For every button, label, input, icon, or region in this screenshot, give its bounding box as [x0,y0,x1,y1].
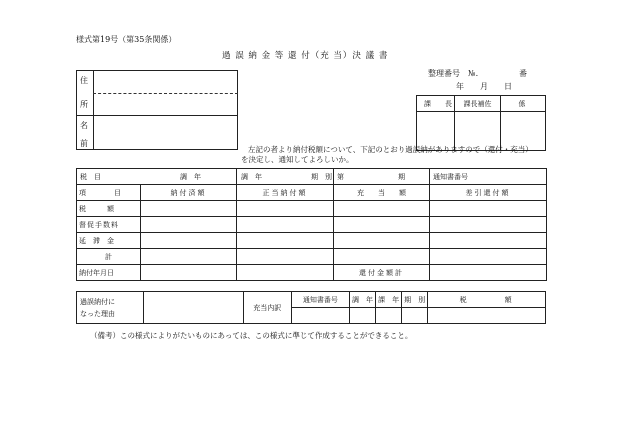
chounen-label-1: 調 年 [180,173,201,181]
jusho-label-2: 所 [80,100,88,109]
cell-noufu-date-2 [237,265,334,281]
cell-zeigaku-sashihiki [430,201,547,217]
ki-cell [334,169,430,185]
approval-kachou: 課 長 [417,96,455,112]
zeimoku-label: 税 目 [80,173,101,181]
juutou-header: 充 当 額 [334,185,430,201]
cell-kei-seitou [237,249,334,265]
b-kibetsu-value [402,308,428,324]
tsuchi-label: 通知書番号 [433,173,468,181]
address-name-separator [76,115,238,116]
b-chounen-header: 調 年 [350,292,376,308]
cell-entaikin-sashihiki [430,233,547,249]
b-zeigaku-header: 税 額 [428,292,546,308]
koumoku-header: 項 目 [77,185,141,201]
address-box [76,70,238,150]
b-kanen-header: 課 年 [376,292,402,308]
b-tsuchi-header: 通知書番号 [291,292,349,308]
cell-zeigaku-seitou [237,201,334,217]
cell-entaikin-noufu [141,233,237,249]
cell-kei-juutou [334,249,430,265]
b-tsuchi-value [291,308,349,324]
row-tokusoku-label: 督促手数料 [77,217,141,233]
main-table [76,168,547,281]
namae-label-1: 名 [80,121,88,130]
approval-kachou-hosa: 課長補佐 [455,96,501,112]
row-zeigaku-label: 税 額 [77,201,141,217]
kanpu-total-value [430,265,547,281]
cell-tokusoku-juutou [334,217,430,233]
sashihiki-header: 差引還付額 [430,185,547,201]
noufu-header: 納付済額 [141,185,237,201]
address-dash-line [93,93,238,94]
date-line: 年 月 日 [456,82,512,91]
b-chounen-value [350,308,376,324]
chounen-cell [237,169,334,185]
page-title: 過 誤 納 金 等 還 付（充 当）決 議 書 [222,51,389,61]
cell-tokusoku-sashihiki [430,217,547,233]
cell-noufu-date-1 [141,265,237,281]
form-number: 様式第19号（第35条関係） [76,35,177,44]
statement-line-1: 左記の者より納付税額について、下記のとおり過誤納がありますので（還付・充当） [248,145,533,154]
ki-label: 期 [398,173,405,181]
row-entaikin-label: 延 滞 金 [77,233,141,249]
b-kibetsu-header: 期 別 [402,292,428,308]
statement-line-2: を決定し、通知してよろしいか。 [241,155,354,164]
approval-kakari: 係 [501,96,546,112]
riyuu-line-2: なった理由 [80,309,115,318]
seitou-header: 正当納付額 [237,185,334,201]
kibetsu-label: 期 別 [311,173,332,181]
riyuu-label [77,292,144,324]
seiri-number-label: 整理番号 №. [428,69,479,78]
zeimoku-cell [77,169,237,185]
cell-zeigaku-noufu [141,201,237,217]
cell-kei-sashihiki [430,249,547,265]
namae-label-2: 前 [80,139,88,148]
cell-tokusoku-seitou [237,217,334,233]
cell-zeigaku-juutou [334,201,430,217]
juutou-uchiwake-label: 充当内訳 [243,292,291,324]
ban-label: 番 [519,69,527,78]
address-box-divider [93,70,94,150]
row-noufu-date-label: 納付年月日 [77,265,141,281]
riyuu-line-1: 過誤納付に [80,297,115,306]
b-zeigaku-value [428,308,546,324]
dai-label: 第 [337,173,344,181]
cell-kei-noufu [141,249,237,265]
reason-table [76,291,546,324]
b-kanen-value [376,308,402,324]
jusho-label-1: 住 [80,76,88,85]
cell-entaikin-seitou [237,233,334,249]
cell-tokusoku-noufu [141,217,237,233]
kanpu-total-label: 還付金額計 [334,265,430,281]
row-kei-label: 計 [77,249,141,265]
bikou-note: （備考）この様式によりがたいものにあっては、この様式に準じて作成することができること。 [90,331,413,340]
chounen-label-2: 調 年 [241,173,262,181]
approval-table [416,95,546,151]
riyuu-value [143,292,243,324]
cell-entaikin-juutou [334,233,430,249]
tsuchi-cell [430,169,547,185]
